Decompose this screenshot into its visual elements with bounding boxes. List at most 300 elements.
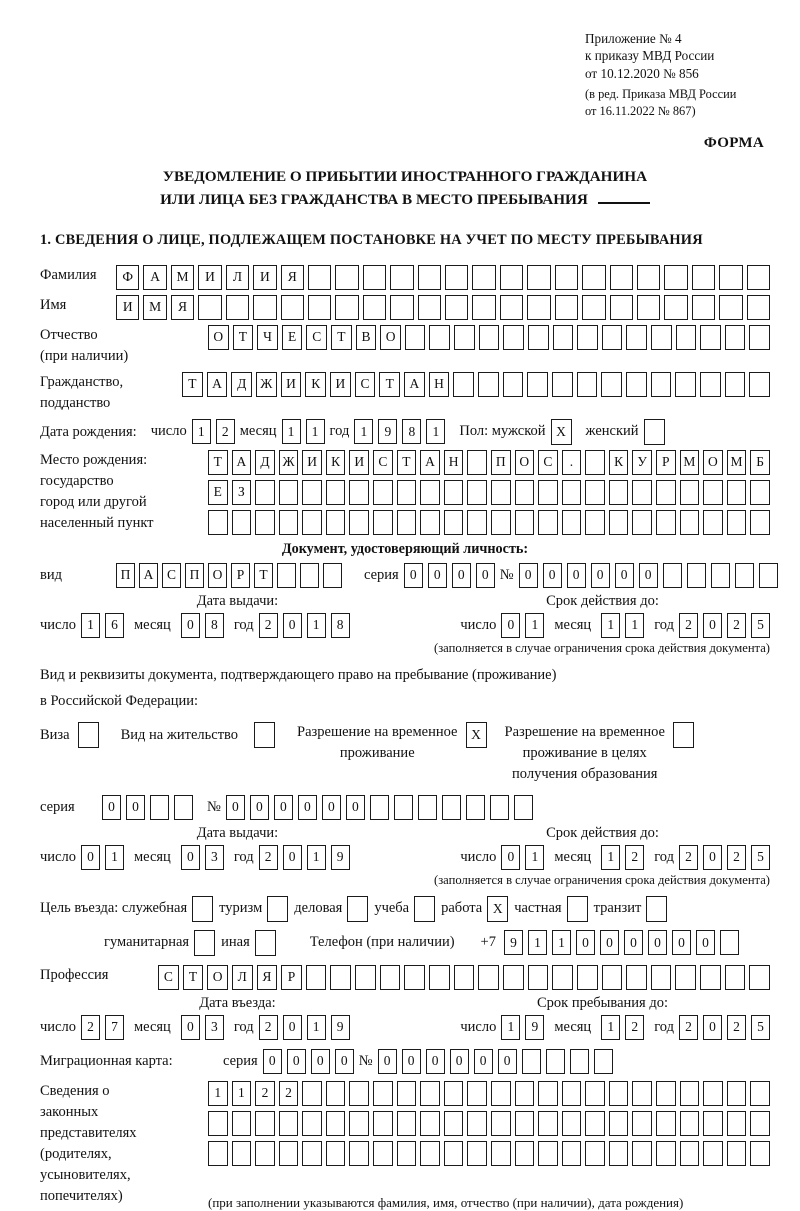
char-cell[interactable]: 1 [354, 419, 373, 444]
char-cell[interactable]: П [185, 563, 204, 588]
char-cell[interactable]: 9 [331, 1015, 350, 1040]
char-cell[interactable] [490, 795, 509, 820]
char-cell[interactable] [680, 1081, 700, 1106]
char-cell[interactable]: Ф [116, 265, 139, 290]
char-cell[interactable] [602, 325, 623, 350]
char-cell[interactable] [609, 480, 629, 505]
char-cell[interactable] [585, 1111, 605, 1136]
char-cell[interactable] [632, 1141, 652, 1166]
char-cell[interactable]: 0 [519, 563, 538, 588]
char-cell[interactable] [467, 1081, 487, 1106]
char-cell[interactable] [390, 295, 413, 320]
char-cell[interactable]: С [158, 965, 179, 990]
char-cell[interactable]: 1 [232, 1081, 252, 1106]
char-cell[interactable] [405, 325, 426, 350]
char-cell[interactable] [700, 372, 721, 397]
char-cell[interactable] [208, 1141, 228, 1166]
char-cell[interactable] [749, 325, 770, 350]
profession-cells[interactable] [158, 965, 770, 990]
char-cell[interactable] [552, 372, 573, 397]
char-cell[interactable]: 1 [208, 1081, 228, 1106]
char-cell[interactable] [208, 510, 228, 535]
purpose-humanitarian-checkbox[interactable] [194, 930, 215, 956]
char-cell[interactable]: 2 [259, 1015, 278, 1040]
char-cell[interactable]: 0 [311, 1049, 330, 1074]
char-cell[interactable]: 2 [216, 419, 235, 444]
char-cell[interactable] [349, 480, 369, 505]
char-cell[interactable] [651, 372, 672, 397]
char-cell[interactable] [326, 1081, 346, 1106]
char-cell[interactable]: 0 [567, 563, 586, 588]
char-cell[interactable] [651, 325, 672, 350]
char-cell[interactable] [727, 480, 747, 505]
char-cell[interactable]: 1 [601, 613, 620, 638]
char-cell[interactable]: 2 [259, 613, 278, 638]
char-cell[interactable] [380, 965, 401, 990]
char-cell[interactable]: И [116, 295, 139, 320]
char-cell[interactable]: С [162, 563, 181, 588]
char-cell[interactable] [308, 265, 331, 290]
char-cell[interactable] [255, 510, 275, 535]
char-cell[interactable] [750, 1141, 770, 1166]
char-cell[interactable] [279, 1141, 299, 1166]
char-cell[interactable] [538, 1111, 558, 1136]
char-cell[interactable] [326, 1111, 346, 1136]
char-cell[interactable]: 0 [450, 1049, 469, 1074]
migration-number-cells[interactable] [378, 1049, 613, 1074]
representatives-cells-line2[interactable] [208, 1111, 770, 1136]
char-cell[interactable] [255, 480, 275, 505]
doc-number-cells[interactable] [519, 563, 778, 588]
char-cell[interactable]: 8 [205, 613, 224, 638]
char-cell[interactable]: Р [231, 563, 250, 588]
char-cell[interactable] [680, 510, 700, 535]
valid-day-cells[interactable] [501, 613, 544, 638]
entry-day-cells[interactable] [81, 1015, 124, 1040]
char-cell[interactable]: Я [257, 965, 278, 990]
purpose-business-checkbox[interactable] [347, 896, 368, 922]
char-cell[interactable] [749, 965, 770, 990]
char-cell[interactable] [727, 1141, 747, 1166]
char-cell[interactable] [255, 1141, 275, 1166]
char-cell[interactable]: П [116, 563, 135, 588]
char-cell[interactable] [370, 795, 389, 820]
char-cell[interactable] [420, 480, 440, 505]
char-cell[interactable] [527, 372, 548, 397]
char-cell[interactable] [397, 510, 417, 535]
temp-edu-permit-checkbox[interactable] [673, 722, 694, 748]
char-cell[interactable] [418, 295, 441, 320]
char-cell[interactable] [725, 325, 746, 350]
representatives-cells-line3[interactable] [208, 1141, 770, 1166]
char-cell[interactable] [326, 510, 346, 535]
char-cell[interactable]: 0 [263, 1049, 282, 1074]
char-cell[interactable] [664, 265, 687, 290]
issue-day-cells[interactable] [81, 613, 124, 638]
char-cell[interactable]: 1 [501, 1015, 520, 1040]
char-cell[interactable]: М [727, 450, 747, 475]
char-cell[interactable]: 6 [105, 613, 124, 638]
char-cell[interactable] [445, 265, 468, 290]
char-cell[interactable]: И [330, 372, 351, 397]
char-cell[interactable] [585, 1141, 605, 1166]
char-cell[interactable]: 1 [601, 845, 620, 870]
char-cell[interactable] [609, 1141, 629, 1166]
char-cell[interactable] [302, 480, 322, 505]
char-cell[interactable] [174, 795, 193, 820]
char-cell[interactable] [349, 1081, 369, 1106]
char-cell[interactable] [747, 295, 770, 320]
char-cell[interactable] [522, 1049, 541, 1074]
res-valid-day-cells[interactable] [501, 845, 544, 870]
char-cell[interactable] [562, 1141, 582, 1166]
char-cell[interactable] [491, 480, 511, 505]
birth-place-cells-line1[interactable] [208, 450, 770, 475]
char-cell[interactable]: И [253, 265, 276, 290]
char-cell[interactable] [585, 1081, 605, 1106]
char-cell[interactable]: 0 [283, 613, 302, 638]
char-cell[interactable] [594, 1049, 613, 1074]
res-valid-month-cells[interactable] [601, 845, 644, 870]
char-cell[interactable]: 0 [576, 930, 595, 955]
char-cell[interactable] [711, 563, 730, 588]
char-cell[interactable] [725, 372, 746, 397]
char-cell[interactable]: 2 [625, 845, 644, 870]
char-cell[interactable] [373, 1141, 393, 1166]
char-cell[interactable] [656, 1081, 676, 1106]
char-cell[interactable] [279, 1111, 299, 1136]
char-cell[interactable] [491, 1081, 511, 1106]
char-cell[interactable] [466, 795, 485, 820]
char-cell[interactable] [727, 1111, 747, 1136]
char-cell[interactable]: И [198, 265, 221, 290]
char-cell[interactable] [418, 795, 437, 820]
char-cell[interactable]: И [349, 450, 369, 475]
stay-month-cells[interactable] [601, 1015, 644, 1040]
char-cell[interactable] [727, 510, 747, 535]
char-cell[interactable] [562, 1081, 582, 1106]
char-cell[interactable] [515, 510, 535, 535]
char-cell[interactable] [363, 295, 386, 320]
char-cell[interactable] [700, 325, 721, 350]
char-cell[interactable] [326, 480, 346, 505]
char-cell[interactable]: 1 [192, 419, 211, 444]
char-cell[interactable] [750, 510, 770, 535]
char-cell[interactable] [528, 965, 549, 990]
char-cell[interactable]: 0 [600, 930, 619, 955]
char-cell[interactable] [390, 265, 413, 290]
char-cell[interactable] [759, 563, 778, 588]
char-cell[interactable] [226, 295, 249, 320]
char-cell[interactable]: 0 [696, 930, 715, 955]
char-cell[interactable] [610, 265, 633, 290]
char-cell[interactable] [703, 1111, 723, 1136]
char-cell[interactable]: 5 [751, 613, 770, 638]
char-cell[interactable] [478, 965, 499, 990]
char-cell[interactable]: И [281, 372, 302, 397]
char-cell[interactable] [750, 1111, 770, 1136]
residence-number-cells[interactable] [226, 795, 533, 820]
char-cell[interactable] [700, 965, 721, 990]
char-cell[interactable] [445, 295, 468, 320]
char-cell[interactable]: Т [331, 325, 352, 350]
char-cell[interactable] [281, 295, 304, 320]
char-cell[interactable]: Е [208, 480, 228, 505]
char-cell[interactable] [750, 1081, 770, 1106]
char-cell[interactable]: 0 [501, 613, 520, 638]
char-cell[interactable]: С [373, 450, 393, 475]
char-cell[interactable] [632, 510, 652, 535]
char-cell[interactable]: А [232, 450, 252, 475]
char-cell[interactable]: 5 [751, 1015, 770, 1040]
char-cell[interactable] [664, 295, 687, 320]
char-cell[interactable]: Н [444, 450, 464, 475]
char-cell[interactable] [373, 480, 393, 505]
char-cell[interactable]: О [207, 965, 228, 990]
purpose-other-checkbox[interactable] [255, 930, 276, 956]
char-cell[interactable]: 9 [525, 1015, 544, 1040]
char-cell[interactable]: Ч [257, 325, 278, 350]
char-cell[interactable]: 0 [474, 1049, 493, 1074]
char-cell[interactable] [444, 1111, 464, 1136]
purpose-tourism-checkbox[interactable] [267, 896, 288, 922]
char-cell[interactable]: Т [379, 372, 400, 397]
char-cell[interactable] [735, 563, 754, 588]
char-cell[interactable] [306, 965, 327, 990]
char-cell[interactable] [562, 1111, 582, 1136]
purpose-official-checkbox[interactable] [192, 896, 213, 922]
char-cell[interactable]: 1 [105, 845, 124, 870]
char-cell[interactable] [363, 265, 386, 290]
char-cell[interactable] [277, 563, 296, 588]
char-cell[interactable] [429, 965, 450, 990]
char-cell[interactable]: 1 [81, 613, 100, 638]
char-cell[interactable]: Т [397, 450, 417, 475]
char-cell[interactable]: В [356, 325, 377, 350]
char-cell[interactable]: 9 [331, 845, 350, 870]
char-cell[interactable] [444, 1081, 464, 1106]
char-cell[interactable]: 0 [428, 563, 447, 588]
char-cell[interactable] [632, 1111, 652, 1136]
char-cell[interactable]: Р [281, 965, 302, 990]
char-cell[interactable] [335, 265, 358, 290]
char-cell[interactable] [491, 510, 511, 535]
char-cell[interactable] [552, 965, 573, 990]
char-cell[interactable] [503, 325, 524, 350]
char-cell[interactable] [585, 510, 605, 535]
char-cell[interactable] [515, 1141, 535, 1166]
char-cell[interactable] [656, 1141, 676, 1166]
char-cell[interactable] [538, 1141, 558, 1166]
purpose-transit-checkbox[interactable] [646, 896, 667, 922]
char-cell[interactable] [675, 965, 696, 990]
char-cell[interactable] [651, 965, 672, 990]
char-cell[interactable] [602, 965, 623, 990]
char-cell[interactable]: 2 [81, 1015, 100, 1040]
char-cell[interactable] [585, 450, 605, 475]
char-cell[interactable]: 1 [601, 1015, 620, 1040]
char-cell[interactable]: 0 [181, 845, 200, 870]
char-cell[interactable] [349, 510, 369, 535]
char-cell[interactable]: 2 [727, 1015, 746, 1040]
char-cell[interactable]: 0 [703, 1015, 722, 1040]
char-cell[interactable] [420, 1141, 440, 1166]
char-cell[interactable] [491, 1111, 511, 1136]
char-cell[interactable]: 0 [402, 1049, 421, 1074]
surname-cells[interactable] [116, 265, 770, 290]
char-cell[interactable]: 2 [727, 613, 746, 638]
char-cell[interactable] [503, 372, 524, 397]
char-cell[interactable]: Б [750, 450, 770, 475]
char-cell[interactable]: У [632, 450, 652, 475]
purpose-private-checkbox[interactable] [567, 896, 588, 922]
stay-day-cells[interactable] [501, 1015, 544, 1040]
char-cell[interactable]: Р [656, 450, 676, 475]
char-cell[interactable] [467, 510, 487, 535]
char-cell[interactable]: 0 [591, 563, 610, 588]
char-cell[interactable] [528, 325, 549, 350]
char-cell[interactable]: 0 [102, 795, 121, 820]
char-cell[interactable] [692, 295, 715, 320]
char-cell[interactable]: Т [208, 450, 228, 475]
purpose-work-checkbox[interactable]: X [487, 896, 508, 922]
res-valid-year-cells[interactable] [679, 845, 770, 870]
char-cell[interactable]: 2 [727, 845, 746, 870]
char-cell[interactable]: 1 [552, 930, 571, 955]
birth-month-cells[interactable] [282, 419, 325, 444]
stay-year-cells[interactable] [679, 1015, 770, 1040]
char-cell[interactable]: Д [255, 450, 275, 475]
char-cell[interactable] [302, 1081, 322, 1106]
char-cell[interactable] [582, 265, 605, 290]
char-cell[interactable] [397, 1081, 417, 1106]
char-cell[interactable] [479, 325, 500, 350]
char-cell[interactable] [373, 510, 393, 535]
char-cell[interactable] [300, 563, 319, 588]
entry-month-cells[interactable] [181, 1015, 224, 1040]
char-cell[interactable]: О [208, 325, 229, 350]
char-cell[interactable] [656, 1111, 676, 1136]
char-cell[interactable] [454, 325, 475, 350]
char-cell[interactable] [720, 930, 739, 955]
char-cell[interactable]: 0 [346, 795, 365, 820]
char-cell[interactable]: М [171, 265, 194, 290]
char-cell[interactable] [601, 372, 622, 397]
char-cell[interactable]: Е [282, 325, 303, 350]
char-cell[interactable] [515, 1111, 535, 1136]
char-cell[interactable]: Н [429, 372, 450, 397]
char-cell[interactable]: 0 [378, 1049, 397, 1074]
char-cell[interactable] [397, 1141, 417, 1166]
char-cell[interactable] [632, 1081, 652, 1106]
patronymic-cells[interactable] [208, 325, 770, 350]
char-cell[interactable] [404, 965, 425, 990]
valid-year-cells[interactable] [679, 613, 770, 638]
visa-checkbox[interactable] [78, 722, 99, 748]
char-cell[interactable]: 0 [426, 1049, 445, 1074]
char-cell[interactable] [663, 563, 682, 588]
char-cell[interactable]: 1 [307, 845, 326, 870]
char-cell[interactable]: . [562, 450, 582, 475]
char-cell[interactable] [626, 372, 647, 397]
char-cell[interactable]: 0 [283, 845, 302, 870]
char-cell[interactable] [656, 510, 676, 535]
char-cell[interactable] [585, 480, 605, 505]
char-cell[interactable] [444, 1141, 464, 1166]
char-cell[interactable]: 0 [226, 795, 245, 820]
char-cell[interactable]: Т [183, 965, 204, 990]
char-cell[interactable] [577, 372, 598, 397]
char-cell[interactable] [330, 965, 351, 990]
char-cell[interactable] [373, 1081, 393, 1106]
char-cell[interactable]: 0 [283, 1015, 302, 1040]
char-cell[interactable]: З [232, 480, 252, 505]
char-cell[interactable]: 0 [703, 845, 722, 870]
char-cell[interactable] [555, 295, 578, 320]
char-cell[interactable]: 1 [306, 419, 325, 444]
char-cell[interactable] [279, 480, 299, 505]
char-cell[interactable] [515, 1081, 535, 1106]
char-cell[interactable] [515, 480, 535, 505]
char-cell[interactable] [326, 1141, 346, 1166]
char-cell[interactable] [355, 965, 376, 990]
char-cell[interactable] [454, 965, 475, 990]
char-cell[interactable] [749, 372, 770, 397]
res-issue-day-cells[interactable] [81, 845, 124, 870]
char-cell[interactable] [253, 295, 276, 320]
migration-series-cells[interactable] [263, 1049, 354, 1074]
char-cell[interactable]: 2 [679, 1015, 698, 1040]
char-cell[interactable]: 9 [504, 930, 523, 955]
char-cell[interactable] [453, 372, 474, 397]
char-cell[interactable] [719, 265, 742, 290]
entry-year-cells[interactable] [259, 1015, 350, 1040]
char-cell[interactable] [750, 480, 770, 505]
char-cell[interactable] [514, 795, 533, 820]
char-cell[interactable]: Я [281, 265, 304, 290]
char-cell[interactable]: 1 [307, 1015, 326, 1040]
char-cell[interactable] [703, 510, 723, 535]
residence-permit-checkbox[interactable] [254, 722, 275, 748]
char-cell[interactable]: Т [254, 563, 273, 588]
char-cell[interactable]: 1 [625, 613, 644, 638]
char-cell[interactable] [420, 510, 440, 535]
char-cell[interactable]: 0 [543, 563, 562, 588]
citizenship-cells[interactable] [182, 372, 770, 397]
char-cell[interactable] [703, 1081, 723, 1106]
char-cell[interactable]: 1 [525, 613, 544, 638]
char-cell[interactable]: 0 [624, 930, 643, 955]
char-cell[interactable]: С [306, 325, 327, 350]
char-cell[interactable] [198, 295, 221, 320]
char-cell[interactable]: О [703, 450, 723, 475]
char-cell[interactable] [472, 265, 495, 290]
char-cell[interactable] [680, 480, 700, 505]
char-cell[interactable] [609, 1081, 629, 1106]
char-cell[interactable] [279, 510, 299, 535]
char-cell[interactable] [582, 295, 605, 320]
char-cell[interactable]: О [380, 325, 401, 350]
char-cell[interactable]: 0 [322, 795, 341, 820]
phone-cells[interactable] [504, 930, 739, 955]
char-cell[interactable]: 1 [525, 845, 544, 870]
char-cell[interactable] [727, 1081, 747, 1106]
char-cell[interactable]: 0 [501, 845, 520, 870]
birth-year-cells[interactable] [354, 419, 445, 444]
char-cell[interactable]: 7 [105, 1015, 124, 1040]
char-cell[interactable] [609, 510, 629, 535]
char-cell[interactable]: 0 [615, 563, 634, 588]
